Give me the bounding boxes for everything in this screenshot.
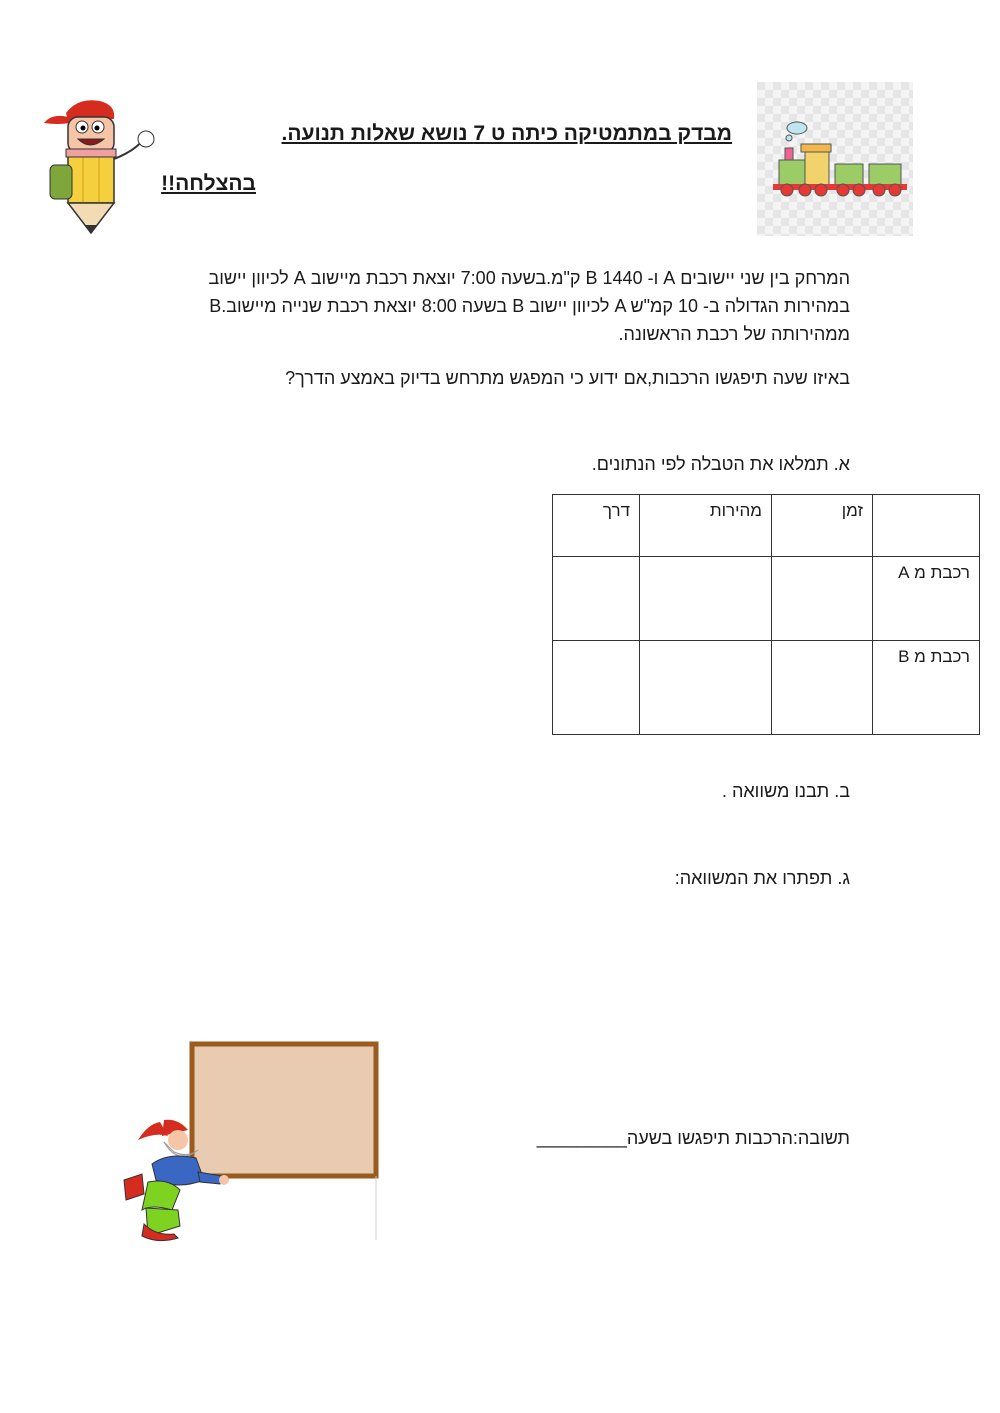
table-cell[interactable] <box>553 557 640 641</box>
table-cell[interactable] <box>772 641 873 735</box>
table-row-label: רכבת מ A <box>873 557 980 641</box>
table-cell[interactable] <box>640 557 772 641</box>
gnome-board-image <box>108 1040 383 1245</box>
data-table <box>552 494 980 735</box>
answer-line: תשובה:הרכבות תיפגשו בשעה_________ <box>536 1128 850 1148</box>
good-luck-text: בהצלחה!! <box>161 172 256 195</box>
train-image <box>757 82 913 236</box>
problem-line-2: B.בשעה 8:00 יוצאת רכבת שנייה מיישוב B לכיוון יישוב A במהירות הגדולה ב- 10 קמ"ש <box>209 296 850 316</box>
table-header-cell <box>873 495 980 557</box>
table-cell[interactable] <box>553 641 640 735</box>
table-header-cell: מהירות <box>640 495 772 557</box>
problem-question: באיזו שעה תיפגשו הרכבות,אם ידוע כי המפגש מתרחש בדיוק באמצע הדרך? <box>285 368 850 388</box>
section-a-label: א. תמלאו את הטבלה לפי הנתונים. <box>591 454 850 474</box>
table-cell[interactable] <box>772 557 873 641</box>
table-header-cell: דרך <box>553 495 640 557</box>
table-header-cell: זמן <box>772 495 873 557</box>
section-c-label: ג. תפתרו את המשוואה: <box>674 868 850 888</box>
pencil-mascot-image <box>38 95 163 240</box>
page-title: מבדק במתמטיקה כיתה ט 7 נושא שאלות תנועה. <box>281 122 732 145</box>
table-header-row <box>553 495 980 557</box>
table-cell[interactable] <box>640 641 772 735</box>
table-row-label: רכבת מ B <box>873 641 980 735</box>
problem-line-3: ממהירותה של רכבת הראשונה. <box>618 324 850 344</box>
table-row <box>553 641 980 735</box>
table-row <box>553 557 980 641</box>
problem-line-1: המרחק בין שני יישובים A ו- B 1440 ק"מ.בשעה 7:00 יוצאת רכבת מיישוב A לכיוון יישוב <box>208 268 850 288</box>
section-b-label: ב. תבנו משוואה . <box>721 781 850 801</box>
